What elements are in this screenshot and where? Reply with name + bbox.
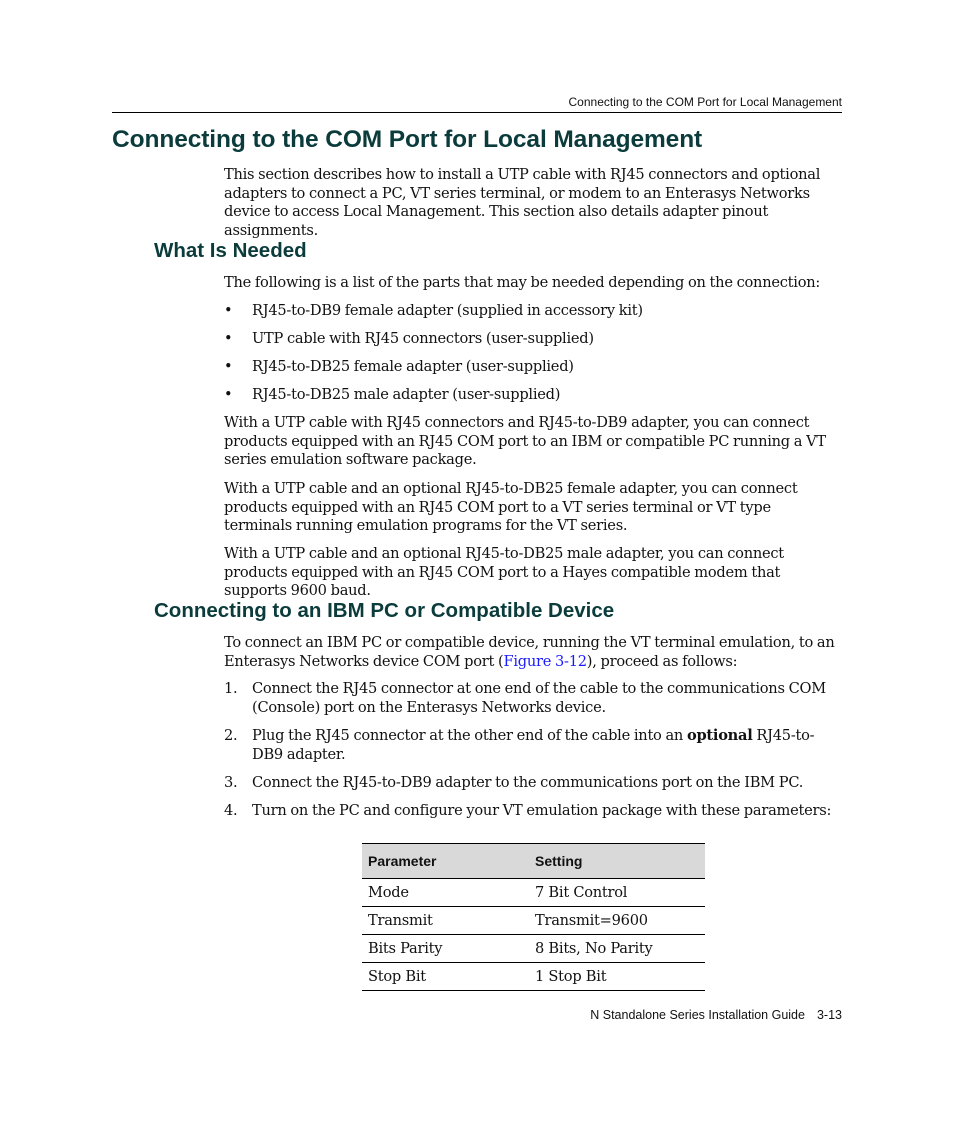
parameter-cell: Stop Bit [362, 963, 529, 991]
step-text: Turn on the PC and configure your VT emulation package with these parameters: [252, 801, 832, 819]
step-text-end: RJ45-to-DB9 adapter. [252, 726, 815, 763]
step-number: 1. [224, 680, 238, 697]
parameter-cell: Bits Parity [362, 935, 529, 963]
list-item [224, 727, 842, 764]
intro-paragraph: This section describes how to install a UTP cable with RJ45 connectors and optional adapters to connect a PC, VT series terminal, or modem to an Enterasys Networks device to access Local Management. This section also details adapter pinout assignments. [224, 166, 821, 240]
setting-cell: 7 Bit Control [529, 879, 705, 907]
table-row [362, 907, 705, 935]
setting-cell: Transmit=9600 [529, 907, 705, 935]
step-text-emphasis: optional [686, 726, 753, 744]
header-divider [112, 112, 842, 113]
bullet-marker: • [224, 330, 233, 347]
parameter-cell: Mode [362, 879, 529, 907]
list-item [224, 330, 842, 349]
db25-female-paragraph: With a UTP cable and an optional RJ45-to-DB25 female adapter, you can connect products equipped with an RJ45 COM port to a VT series terminal or VT type terminals running emulation programs for the VT series. [224, 480, 798, 535]
db9-paragraph: With a UTP cable with RJ45 connectors and RJ45-to-DB9 adapter, you can connect products equipped with an RJ45 COM port to an IBM or compatible PC running a VT series emulation software package. [224, 414, 826, 469]
parameter-cell: Transmit [362, 907, 529, 935]
table-row [362, 879, 705, 907]
list-item [224, 774, 842, 793]
bullet-marker: • [224, 358, 233, 375]
heading-what-is-needed: What Is Needed [154, 239, 307, 262]
setting-cell: 8 Bits, No Parity [529, 935, 705, 963]
bullet-marker: • [224, 302, 233, 319]
list-item [224, 680, 842, 717]
list-item-text: RJ45-to-DB25 female adapter (user-supplied) [252, 358, 574, 375]
bullet-marker: • [224, 386, 233, 403]
list-item [224, 386, 842, 405]
parts-list [224, 302, 842, 414]
page-footer [590, 1008, 842, 1022]
step-number: 3. [224, 773, 238, 791]
parameters-table [362, 843, 705, 991]
footer-guide-title: N Standalone Series Installation Guide [590, 1008, 805, 1022]
step-text-start: Plug the RJ45 connector at the other end of the cable into an [252, 726, 687, 744]
steps-list [224, 680, 842, 830]
page-title: Connecting to the COM Port for Local Management [112, 126, 703, 153]
ibm-lead-text-end: ), proceed as follows: [586, 652, 738, 670]
parts-lead-paragraph: The following is a list of the parts that may be needed depending on the connection: [224, 274, 821, 291]
list-item [224, 358, 842, 377]
figure-link[interactable]: Figure 3-12 [503, 652, 587, 670]
step-text: Connect the RJ45-to-DB9 adapter to the communications port on the IBM PC. [252, 773, 804, 791]
setting-cell: 1 Stop Bit [529, 963, 705, 991]
db25-male-paragraph: With a UTP cable and an optional RJ45-to-DB25 male adapter, you can connect products equipped with an RJ45 COM port to a Hayes compatible modem that supports 9600 baud. [224, 545, 784, 600]
step-number: 2. [224, 726, 238, 744]
footer-page-number: 3-13 [816, 1008, 842, 1022]
table-row [362, 963, 705, 991]
list-item [224, 302, 842, 321]
ibm-lead-paragraph [224, 634, 842, 671]
column-header-parameter: Parameter [362, 844, 529, 879]
ibm-lead-text-start: To connect an IBM PC or compatible device, running the VT terminal emulation, to an Enterasys Networks device COM port ( [224, 634, 835, 670]
list-item-text: RJ45-to-DB25 male adapter (user-supplied) [252, 386, 561, 403]
step-text: Connect the RJ45 connector at one end of the cable to the communications COM (Console) port on the Enterasys Networks device. [252, 680, 826, 716]
list-item-text: RJ45-to-DB9 female adapter (supplied in accessory kit) [252, 302, 643, 319]
list-item-text: UTP cable with RJ45 connectors (user-supplied) [252, 330, 594, 347]
list-item [224, 802, 842, 821]
running-header: Connecting to the COM Port for Local Management [568, 95, 842, 109]
table-row [362, 935, 705, 963]
table-header-row [362, 844, 705, 879]
heading-ibm-pc: Connecting to an IBM PC or Compatible Device [154, 599, 615, 622]
step-number: 4. [224, 801, 238, 819]
column-header-setting: Setting [529, 844, 705, 879]
